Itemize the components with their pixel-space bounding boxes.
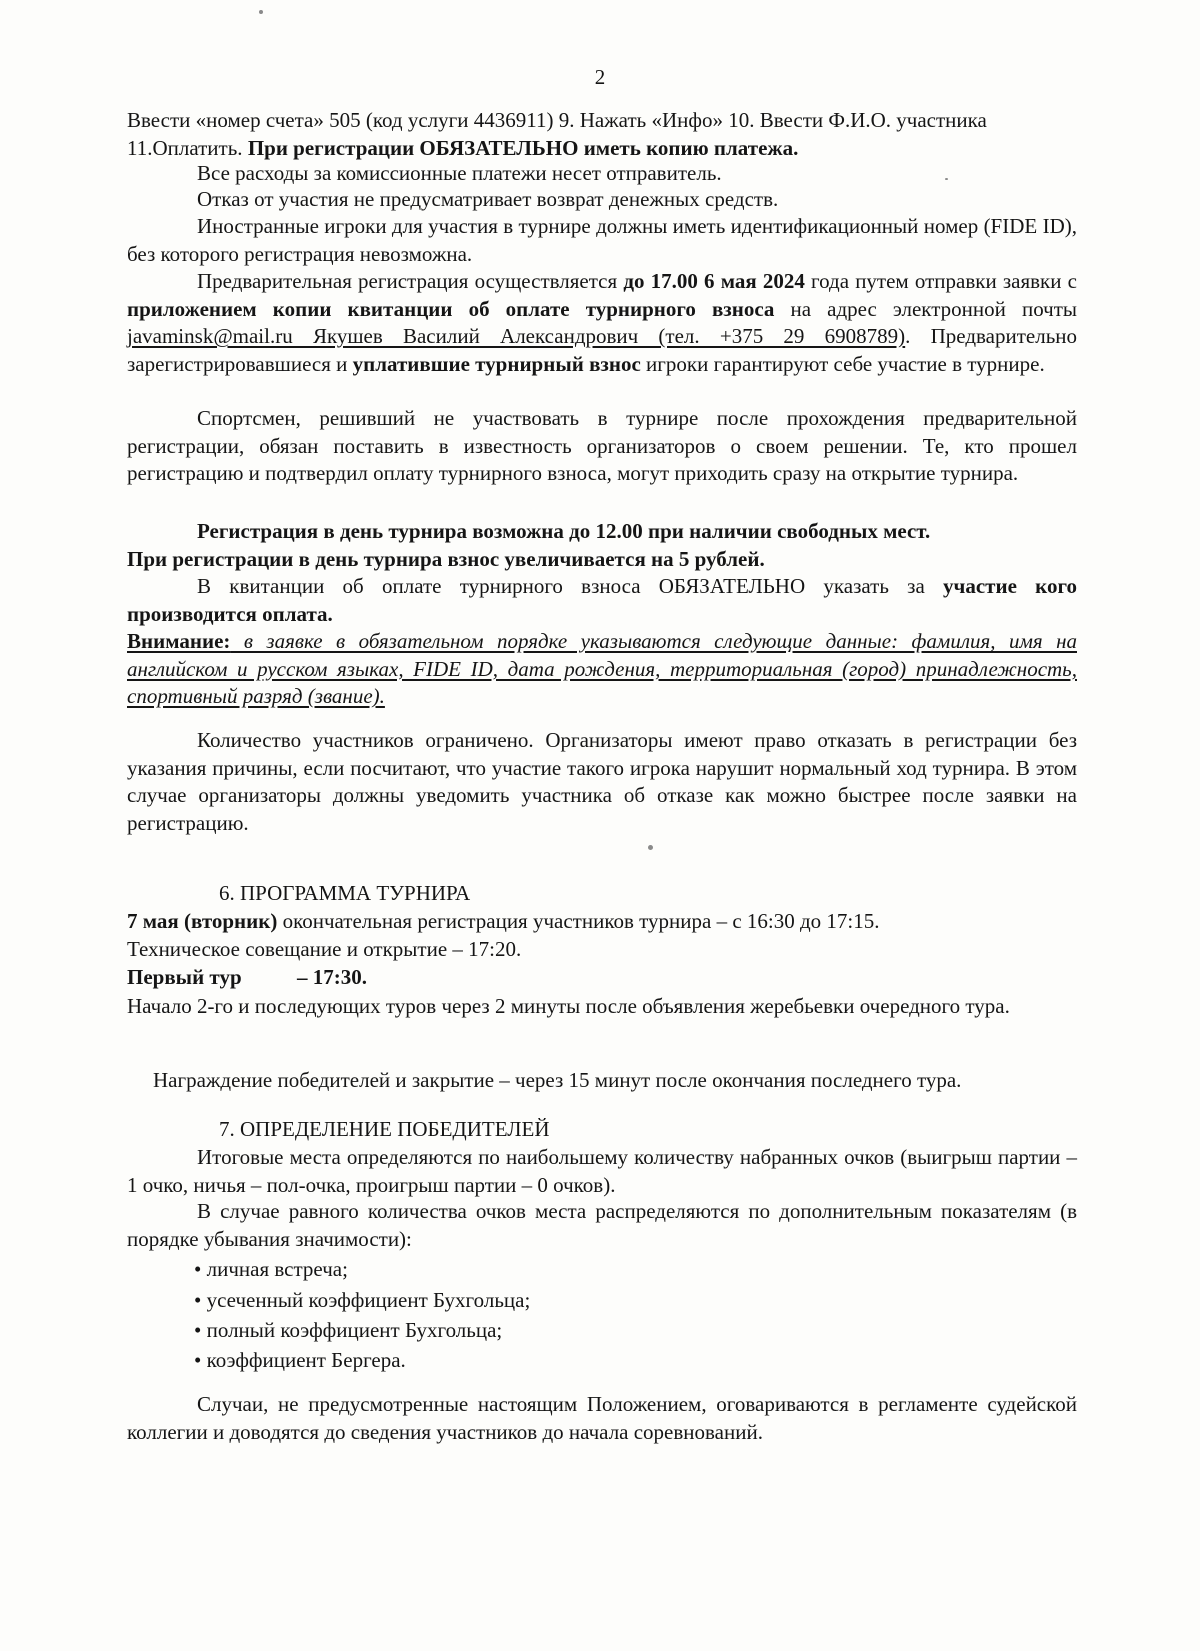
tiebreak-bullet: • личная встреча; [194,1257,348,1281]
same-day-registration [127,518,1077,573]
contact-email-link[interactable]: javaminsk@mail.ru Якушев Василий Александрович (тел. +375 29 6908789) [127,324,906,348]
award-paragraph: Награждение победителей и закрытие – через 15 минут после окончания последнего тура. [153,1068,962,1092]
first-round-line [127,964,1077,992]
attention-label: Внимание: [127,629,231,653]
preregistration-paragraph: Предварительная регистрация осуществляется до 17.00 6 мая 2024 года путем отправки заявки с приложением копии квитанции об оплате турнирного взноса на адрес электронной почты javaminsk@mail.ru Якушев Василий Александрович (тел. +375 29 6908789). Предварительно зарегистрировавшиеся и уплатившие турнирный взнос игроки гарантируют себе участие в турнире. [127,269,1078,376]
page-number: 2 [594,65,606,89]
tiebreak-bullet: • усеченный коэффициент Бухгольца; [194,1288,531,1312]
participant-limit-paragraph: Количество участников ограничено. Организаторы имеют право отказать в регистрации без указания причины, если посчитают, что участие такого игрока нарушит нормальный ход турнира. В этом случае организаторы должны уведомить участника об отказе как можно быстрее после заявки на регистрацию. [127,728,1077,835]
refund-paragraph: Отказ от участия не предусматривает возврат денежных средств. [197,187,779,211]
scan-speck [259,10,263,14]
schedule-line-1: 7 мая (вторник) окончательная регистрация участников турнира – с 16:30 до 17:15. [127,909,880,933]
section-6-heading: 6. ПРОГРАММА ТУРНИРА [219,881,471,905]
withdrawal-paragraph: Спортсмен, решивший не участвовать в турнире после прохождения предварительной регистрации, обязан поставить в известность организаторов о своем решении. Те, кто прошел регистрацию и подтвердил оплату турнирного взноса, могут приходить сразу на открытие турнира. [127,406,1077,485]
receipt-paragraph: В квитанции об оплате турнирного взноса ОБЯЗАТЕЛЬНО указать за участие кого производится оплата. [127,574,1077,626]
preregistration-deadline: до 17.00 6 мая 2024 [623,269,805,293]
next-rounds-paragraph: Начало 2-го и последующих туров через 2 минуты после объявления жеребьевки очередного тура. [127,994,1010,1018]
section-7-heading: 7. ОПРЕДЕЛЕНИЕ ПОБЕДИТЕЛЕЙ [219,1117,550,1141]
foreign-players-paragraph: Иностранные игроки для участия в турнире должны иметь идентификационный номер (FIDE ID), без которого регистрация невозможна. [127,214,1077,266]
attention-paragraph [127,628,1077,711]
first-round-time: – 17:30. [297,965,367,989]
schedule-line-2: Техническое совещание и открытие – 17:20. [127,937,522,961]
scan-speck [648,845,653,850]
payment-steps-line1: Ввести «номер счета» 505 (код услуги 4436911) 9. Нажать «Инфо» 10. Ввести Ф.И.О. участника [127,108,987,132]
first-round-label: Первый тур [127,965,242,989]
tiebreak-bullet: • полный коэффициент Бухгольца; [194,1318,503,1342]
attention-text: в заявке в обязательном порядке указываются следующие данные: фамилия, имя на английском и русском языках, FIDE ID, дата рождения, территориальная (город) принадлежность, спортивный разряд (звание). [127,629,1077,708]
commission-paragraph: Все расходы за комиссионные платежи несет отправитель. [197,161,722,185]
payment-steps [127,107,1077,162]
places-paragraph: Итоговые места определяются по наибольшему количеству набранных очков (выигрыш партии – 1 очко, ничья – пол-очка, проигрыш партии – 0 очков). [127,1145,1077,1197]
tiebreak-paragraph: В случае равного количества очков места распределяются по дополнительным показателям (в порядке убывания значимости): [127,1199,1077,1251]
same-day-surcharge: При регистрации в день турнира взнос увеличивается на 5 рублей. [127,546,765,571]
payment-steps-line2: 11.Оплатить. [127,135,248,160]
tiebreak-bullet: • коэффициент Бергера. [194,1348,406,1372]
same-day-deadline: Регистрация в день турнира возможна до 12.00 при наличии свободных мест. [197,519,931,543]
receipt-payer-note: участие кого производится оплата. [127,574,1077,626]
payment-copy-note: При регистрации ОБЯЗАТЕЛЬНО иметь копию платежа. [247,135,799,160]
receipt-copy-requirement: приложением копии квитанции об оплате турнирного взноса [127,296,775,321]
schedule-date: 7 мая (вторник) [127,909,278,933]
final-provisions-paragraph: Случаи, не предусмотренные настоящим Положением, оговариваются в регламенте судейской коллегии и доводятся до сведения участников до начала соревнований. [127,1392,1077,1444]
paid-fee-note: уплатившие турнирный взнос [352,351,641,376]
